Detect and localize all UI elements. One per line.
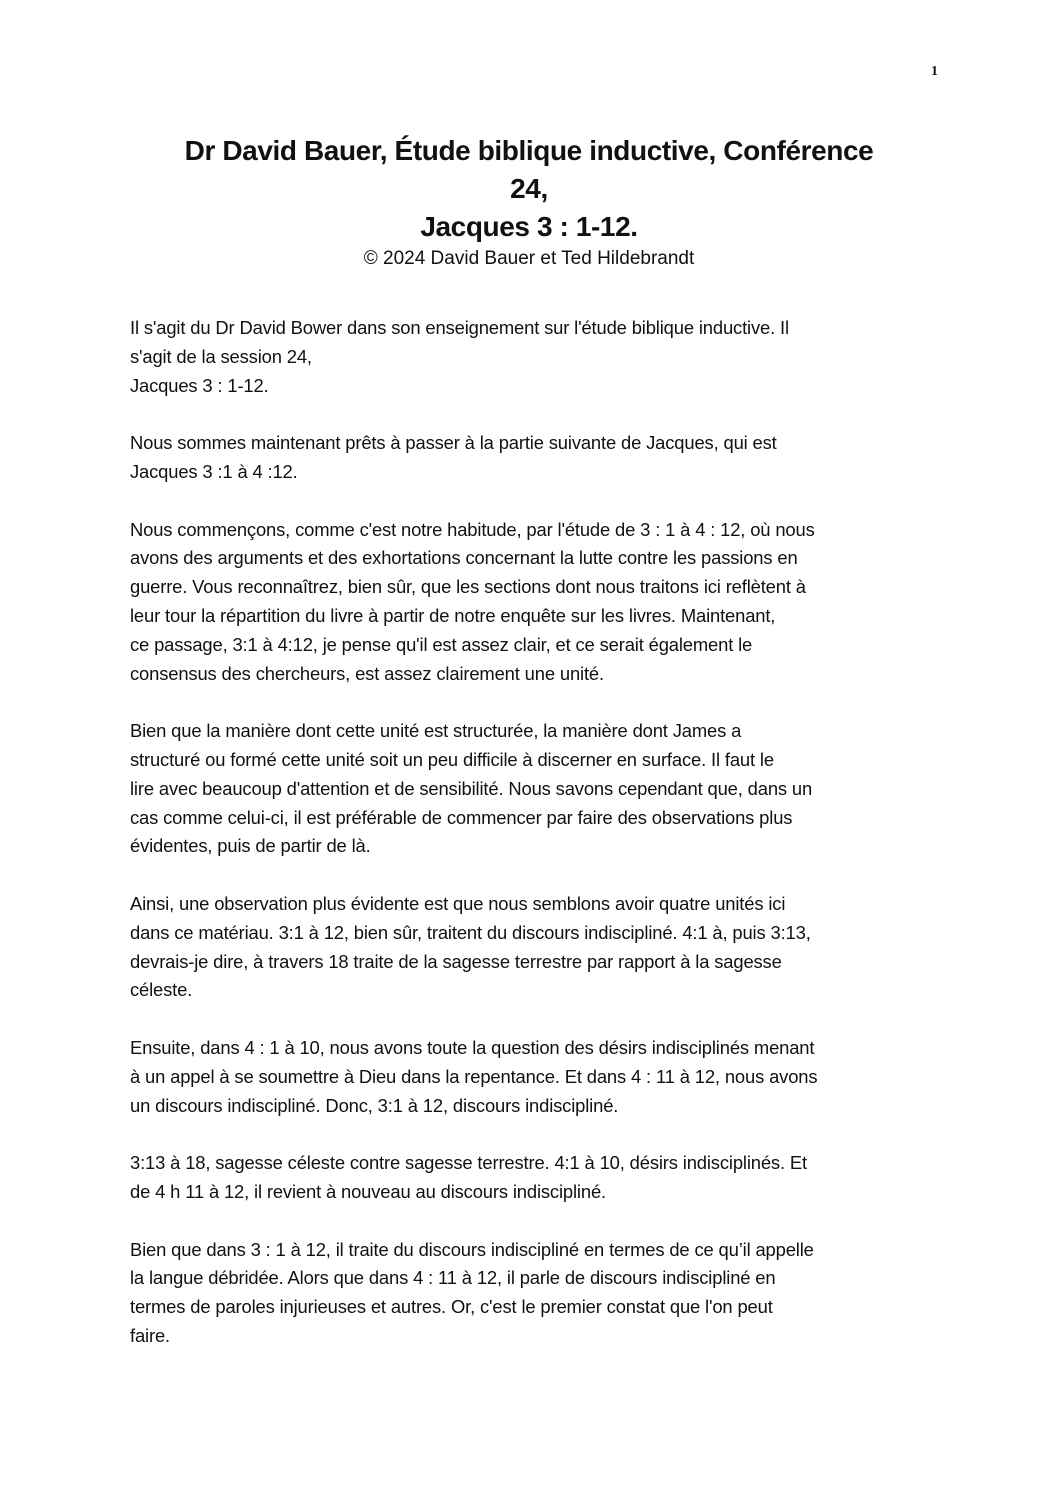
paragraph-line: Il s'agit du Dr David Bower dans son enseignement sur l'étude biblique inductive. Il (130, 317, 789, 338)
paragraph-line: devrais-je dire, à travers 18 traite de la sagesse terrestre par rapport à la sagesse (130, 950, 782, 972)
paragraph-line: Ensuite, dans 4 : 1 à 10, nous avons toute la question des désirs indisciplinés menant (130, 1036, 815, 1058)
paragraph-7 (130, 1149, 942, 1207)
paragraph-line: Nous commençons, comme c'est notre habitude, par l'étude de 3 : 1 à 4 : 12, où nous (130, 518, 815, 540)
paragraph-line: Bien que la manière dont cette unité est structurée, la manière dont James a (130, 720, 742, 742)
paragraph-3 (130, 516, 942, 689)
paragraph-line: Jacques 3 : 1-12. (130, 374, 269, 396)
paragraph-line: leur tour la répartition du livre à partir de notre enquête sur les livres. Maintenant, (130, 604, 776, 626)
paragraph-line: de 4 h 11 à 12, il revient à nouveau au discours indiscipliné. (130, 1180, 606, 1202)
paragraph-line: céleste. (130, 979, 193, 1001)
paragraph-5 (130, 890, 942, 1005)
page-number: 1 (931, 64, 938, 79)
paragraph-line: s'agit de la session 24, (130, 345, 312, 367)
paragraph-line: Nous sommes maintenant prêts à passer à la partie suivante de Jacques, qui est (130, 432, 777, 454)
paragraph-line: lire avec beaucoup d'attention et de sensibilité. Nous savons cependant que, dans un (130, 777, 813, 799)
paragraph-4 (130, 717, 942, 861)
paragraph-line: faire. (130, 1324, 170, 1346)
title-block (118, 132, 940, 272)
document-body (130, 314, 942, 1379)
document-title-line-1: Dr David Bauer, Étude biblique inductive, Conférence (184, 135, 874, 166)
paragraph-line: un discours indiscipliné. Donc, 3:1 à 12, discours indiscipliné. (130, 1094, 619, 1116)
paragraph-2 (130, 429, 942, 487)
paragraph-6 (130, 1034, 942, 1120)
paragraph-line: évidentes, puis de partir de là. (130, 835, 371, 857)
paragraph-line: avons des arguments et des exhortations concernant la lutte contre les passions en (130, 547, 798, 569)
document-title-line-3: Jacques 3 : 1-12. (420, 211, 638, 242)
paragraph-line: 3:13 à 18, sagesse céleste contre sagesse terrestre. 4:1 à 10, désirs indisciplinés. Et (130, 1152, 807, 1174)
paragraph-line: consensus des chercheurs, est assez clairement une unité. (130, 662, 604, 684)
paragraph-8 (130, 1236, 942, 1351)
copyright-line: © 2024 David Bauer et Ted Hildebrandt (363, 248, 695, 269)
paragraph-line: ce passage, 3:1 à 4:12, je pense qu'il est assez clair, et ce serait également le (130, 633, 753, 655)
paragraph-line: Bien que dans 3 : 1 à 12, il traite du discours indiscipliné en termes de ce qu’il appelle (130, 1238, 814, 1260)
paragraph-line: guerre. Vous reconnaîtrez, bien sûr, que les sections dont nous traitons ici reflètent à (130, 576, 806, 598)
paragraph-line: termes de paroles injurieuses et autres. Or, c'est le premier constat que l'on peut (130, 1296, 773, 1318)
paragraph-line: Ainsi, une observation plus évidente est que nous semblons avoir quatre unités ici (130, 892, 786, 914)
document-title-line-2: 24, (510, 173, 548, 204)
paragraph-line: Jacques 3 :1 à 4 :12. (130, 460, 298, 482)
paragraph-line: cas comme celui-ci, il est préférable de commencer par faire des observations plus (130, 806, 793, 828)
paragraph-line: à un appel à se soumettre à Dieu dans la repentance. Et dans 4 : 11 à 12, nous avons (130, 1065, 818, 1087)
paragraph-line: structuré ou formé cette unité soit un peu difficile à discerner en surface. Il faut le (130, 748, 774, 770)
paragraph-line: dans ce matériau. 3:1 à 12, bien sûr, traitent du discours indiscipliné. 4:1 à, puis 3:13, (130, 921, 811, 943)
paragraph-1 (130, 314, 942, 400)
paragraph-line: la langue débridée. Alors que dans 4 : 11 à 12, il parle de discours indiscipliné en (130, 1267, 776, 1289)
